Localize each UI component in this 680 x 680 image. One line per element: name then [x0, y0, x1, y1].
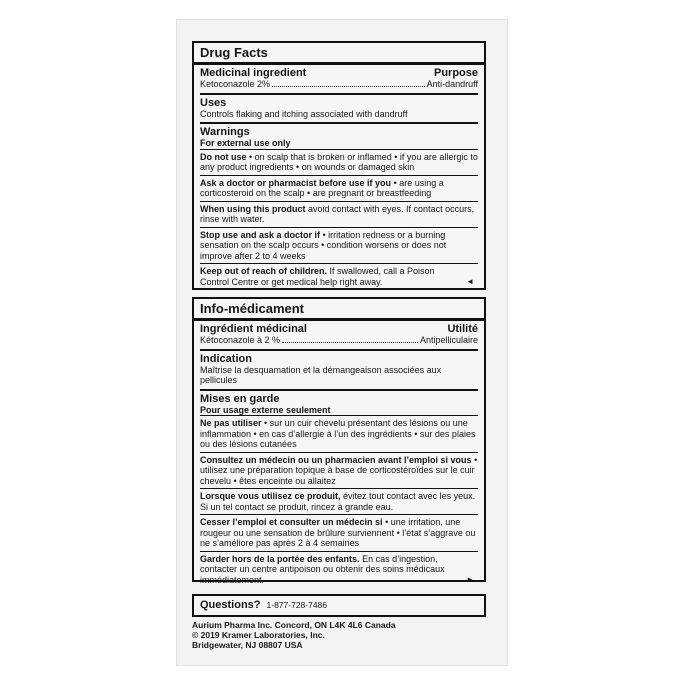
phone-number: 1-877-728-7486	[266, 600, 328, 610]
external-use-note: For external use only	[200, 138, 291, 148]
ne-pas-utiliser: Ne pas utiliser • sur un cuir chevelu présentant des lésions ou une inflammation • en cas d’allergie à l’un des ingrédients • sur des plaies ou des lésions cutanées	[200, 415, 478, 452]
stop-use: Stop use and ask a doctor if • irritation redness or a burning sensation on the scalp occurs • condition worsens or does not improve after 2 to 4 weeks	[200, 227, 478, 264]
footer-line-1: Aurium Pharma Inc. Concord, ON L4K 4L6 Canada	[192, 620, 396, 630]
drug-facts-panel	[192, 41, 486, 290]
dot-leader	[272, 79, 425, 87]
drug-facts-title: Drug Facts	[194, 43, 484, 65]
purpose-heading: Purpose	[433, 67, 478, 79]
fr-purpose-heading: Utilité	[447, 323, 478, 335]
fr-ingredient-section	[200, 321, 478, 351]
dot-leader	[282, 335, 418, 343]
garder-hors-portee: Garder hors de la portée des enfants. En cas d’ingestion, contacter un centre antipoison ou obtenir des soins médicaux immédiatement. ►	[200, 551, 478, 588]
continue-arrow-icon: ◄	[466, 276, 474, 286]
fr-ingredient-heading: Ingrédient médicinal	[200, 323, 307, 335]
ingredient-section	[200, 65, 478, 95]
questions-panel	[192, 594, 486, 617]
when-using: When using this product avoid contact with eyes. If contact occurs, rinse with water.	[200, 201, 478, 227]
uses-heading: Uses	[200, 96, 227, 109]
warnings-heading: Warnings	[200, 126, 250, 138]
footer-line-3: Bridgewater, NJ 08807 USA	[192, 640, 303, 650]
do-not-use: Do not use • on scalp that is broken or inflamed • if you are allergic to any product ingredients • on wounds or damaged skin	[200, 149, 478, 175]
fr-purpose-value: Antipelliculaire	[419, 335, 478, 345]
keep-out-of-reach: Keep out of reach of children. If swallowed, call a Poison Control Centre or get medical help right away. ◄	[200, 263, 478, 289]
info-medicament-title: Info-médicament	[194, 299, 484, 321]
warnings-section	[200, 124, 478, 292]
mises-en-garde-heading: Mises en garde	[200, 392, 280, 405]
info-medicament-panel	[192, 297, 486, 585]
lorsque-vous-utilisez: Lorsque vous utilisez ce produit, évitez tout contact avec les yeux. Si un tel contact se produit, rincez à grande eau.	[200, 488, 478, 514]
cesser-emploi: Cesser l’emploi et consulter un médecin si • une irritation, une rougeur ou une sensation de brûlure surviennent • l’état s’aggrave ou ne s’améliore pas après 2 à 4 semaines	[200, 514, 478, 551]
uses-section	[200, 95, 478, 125]
usage-externe-note: Pour usage externe seulement	[200, 404, 331, 415]
continue-arrow-icon: ►	[466, 574, 474, 584]
purpose-value: Anti-dandruff	[426, 79, 478, 89]
consultez-medecin: Consultez un médecin ou un pharmacien avant l’emploi si vous • utilisez une préparation topique à base de corticostéroïdes sur le cuir chevelu • êtes enceinte ou allaitez	[200, 452, 478, 489]
indication-heading: Indication	[200, 352, 252, 365]
fr-ingredient-value: Kétoconazole à 2 %	[200, 335, 281, 345]
mises-en-garde-section	[200, 391, 478, 591]
uses-text: Controls flaking and itching associated with dandruff	[200, 108, 408, 119]
ingredient-value: Ketoconazole 2%	[200, 79, 271, 89]
manufacturer-footer	[192, 620, 396, 650]
indication-section	[200, 351, 478, 391]
ingredient-heading: Medicinal ingredient	[200, 67, 307, 79]
questions-label: Questions?	[200, 599, 261, 611]
indication-text: Maîtrise la desquamation et la démangeaison associées aux pellicules	[200, 364, 442, 385]
ask-doctor: Ask a doctor or pharmacist before use if you • are using a corticosteroid on the scalp • are pregnant or breastfeeding	[200, 175, 478, 201]
footer-line-2: © 2019 Kramer Laboratories, Inc.	[192, 630, 325, 640]
